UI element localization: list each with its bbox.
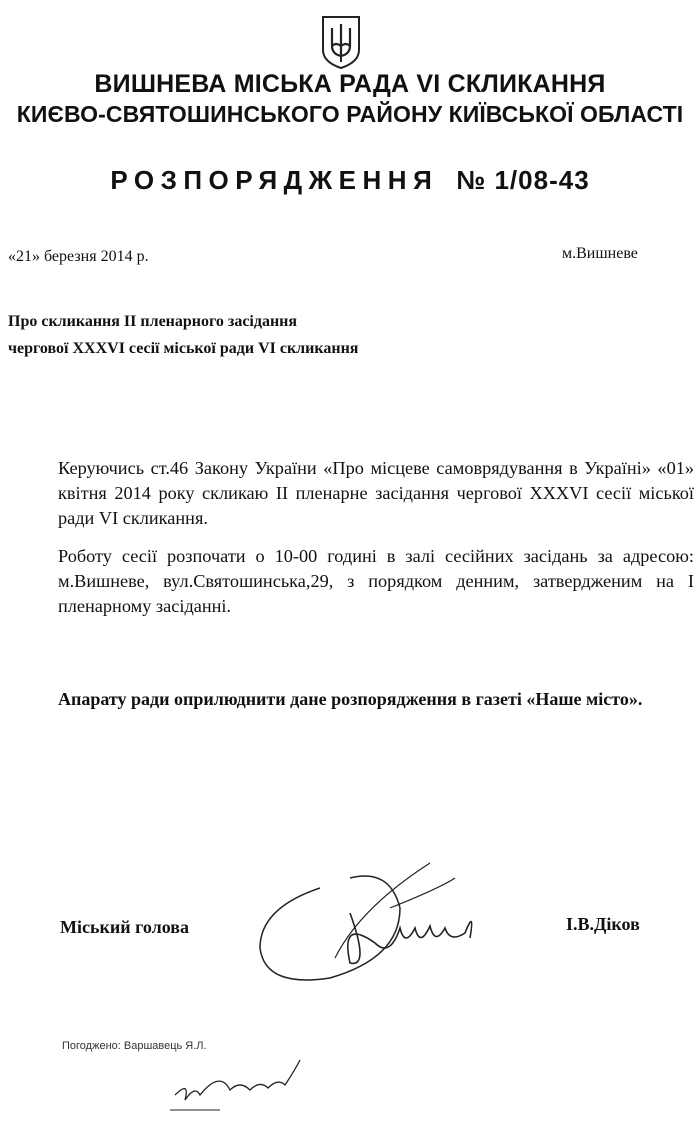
body-paragraph-2: Роботу сесії розпочати о 10-00 годині в залі сесійних засідань за адресою: м.Вишневе, вул.Святошинська,29, з порядком денним, затвердженим на І пленарному засіданні.: [58, 546, 694, 616]
council-name: ВИШНЕВА МІСЬКА РАДА VI СКЛИКАННЯ: [94, 70, 606, 98]
subject-line-1: Про скликання ІІ пленарного засідання: [8, 313, 298, 330]
subject-line-2: чергової XXXVI сесії міської ради VI скликання: [8, 340, 359, 357]
trident-emblem: [320, 14, 362, 70]
document-title: [0, 165, 700, 196]
document-type: РОЗПОРЯДЖЕННЯ: [110, 165, 439, 195]
document-subject: [8, 308, 358, 362]
district-name: КИЄВО-СВЯТОШИНСЬКОГО РАЙОНУ КИЇВСЬКОЇ ОБЛАСТІ: [16, 101, 684, 127]
handwritten-signature: [240, 848, 500, 998]
signer-position: Міський голова: [60, 917, 189, 937]
trident-icon: [320, 14, 362, 70]
body-paragraph-1: Керуючись ст.46 Закону України «Про місцеве самоврядування в Україні» «01» квітня 2014 року скликаю ІІ пленарне засідання чергової XXXVI сесії міської ради VI скликання.: [58, 458, 694, 528]
document-date: «21» березня 2014 р.: [8, 248, 149, 265]
signer-name: І.В.Діков: [566, 914, 640, 934]
approval-note: Погоджено: Варшавець Я.Л.: [62, 1040, 207, 1052]
document-place: м.Вишневе: [562, 245, 638, 262]
body-paragraph-3: Апарату ради оприлюднити дане розпорядження в газеті «Наше місто».: [58, 689, 643, 709]
approval-signature: [160, 1040, 310, 1120]
document-number: № 1/08-43: [456, 165, 590, 195]
